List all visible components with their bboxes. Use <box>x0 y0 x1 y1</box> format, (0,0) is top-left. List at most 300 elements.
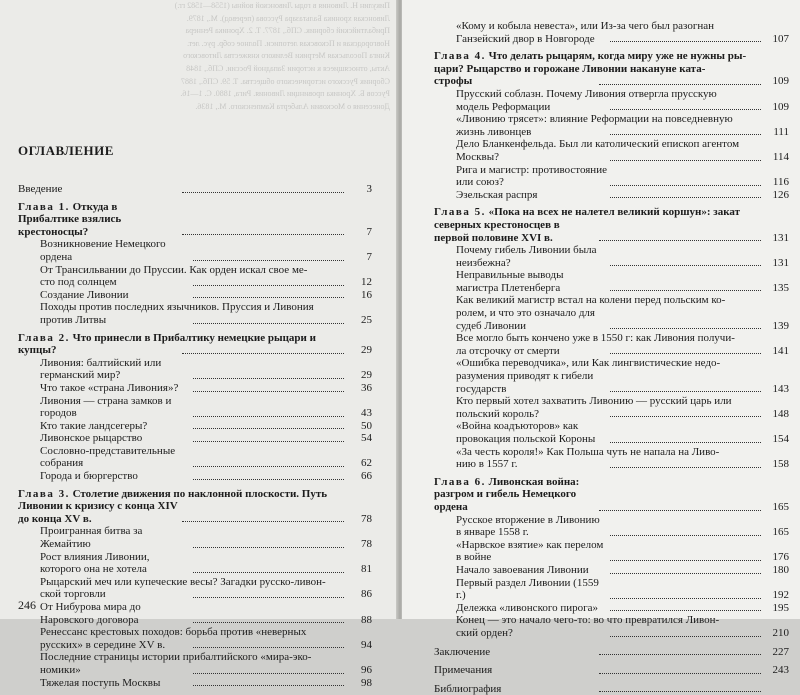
page-ref: 78 <box>361 512 372 525</box>
page-ref: 86 <box>361 588 372 601</box>
toc-line <box>434 50 789 63</box>
toc-line <box>434 514 789 539</box>
toc-title: Ливонское рыцарство <box>40 432 143 445</box>
toc-section <box>434 113 789 138</box>
page-ref: 3 <box>366 183 372 195</box>
toc-line <box>18 357 372 382</box>
dot-leader <box>193 297 344 298</box>
page-ref: 139 <box>772 319 789 332</box>
page-ref: 109 <box>772 75 789 88</box>
toc-line <box>434 164 789 189</box>
toc-title: ский орден? <box>456 626 513 639</box>
toc-line <box>18 432 372 445</box>
dot-leader <box>193 285 344 286</box>
page-ref: 114 <box>772 150 789 163</box>
dot-leader <box>610 467 762 468</box>
right-page <box>402 0 800 695</box>
left-page <box>0 0 398 689</box>
toc-title: разумения приводят к гибели государств <box>456 370 594 395</box>
toc-line <box>434 395 789 408</box>
dot-leader <box>610 391 762 392</box>
toc-line <box>434 138 789 151</box>
toc-line <box>18 314 372 327</box>
toc-title: Возникновение Немецкого ордена <box>40 238 166 263</box>
page-ref: 180 <box>772 563 789 576</box>
page-ref: 243 <box>772 664 789 677</box>
dot-leader <box>193 572 344 573</box>
dot-leader <box>193 323 344 324</box>
toc-section <box>18 301 372 326</box>
page-ref: 227 <box>772 645 789 658</box>
page-number: 246 <box>18 598 36 612</box>
toc-section <box>18 626 372 651</box>
page-ref: 78 <box>361 538 372 551</box>
page-ref: 116 <box>772 176 789 189</box>
page-ref: 29 <box>361 344 372 357</box>
toc-title: ской торговли <box>40 588 106 601</box>
toc-title: Эзельская распря <box>456 188 538 201</box>
toc-line <box>434 20 789 33</box>
toc-line <box>18 201 372 239</box>
page-ref: 54 <box>361 432 372 445</box>
toc-line <box>434 269 789 294</box>
dot-leader <box>193 597 344 598</box>
toc-title <box>18 344 180 357</box>
dot-leader <box>610 636 762 637</box>
toc-title <box>18 201 180 239</box>
toc-line <box>434 646 789 659</box>
toc-title: польский король? <box>456 407 540 420</box>
page-ref: 158 <box>772 458 789 471</box>
dot-leader <box>193 428 344 429</box>
toc-line <box>18 664 372 677</box>
page-ref: 126 <box>772 188 789 201</box>
dot-leader <box>193 260 344 261</box>
bleed-line: Книга Посольская Метрики Великого княжества Литовского <box>183 51 390 61</box>
toc-section <box>434 514 789 539</box>
page-ref: 43 <box>361 407 372 420</box>
page-ref: 131 <box>772 231 789 244</box>
chapter-label: Глава 2. <box>18 331 70 344</box>
dot-leader <box>193 479 344 480</box>
toc-chapter <box>18 332 372 357</box>
toc-section <box>18 677 372 690</box>
toc-section <box>18 470 372 483</box>
toc-section <box>434 189 789 202</box>
page-ref: 50 <box>361 419 372 432</box>
dot-leader <box>610 442 762 443</box>
toc-title: Города и бюргерство <box>40 470 138 483</box>
toc-title: Ливония — страна замков и городов <box>40 394 172 420</box>
toc-title: От Нибурова мира до Наровского договора <box>40 601 141 626</box>
toc-title: Все могло быть кончено уже в 1550 г: как Ливония получи- <box>456 332 735 345</box>
toc-title: Создание Ливонии <box>40 288 129 301</box>
toc-title: Сословно-представительные собрания <box>40 444 176 470</box>
page-ref: 107 <box>772 32 789 45</box>
chapter-label: Глава 6. <box>434 475 486 488</box>
dot-leader <box>193 466 344 467</box>
dot-leader <box>182 234 344 235</box>
toc-line <box>434 75 789 88</box>
toc-title: Примечания <box>434 664 493 677</box>
toc-line <box>18 238 372 263</box>
bleed-through-text <box>160 0 390 138</box>
chapter-title: Ливонии к кризису с конца XIV до конца XV в. <box>18 500 178 525</box>
toc-chapter <box>434 206 789 244</box>
page-ref: 148 <box>772 407 789 420</box>
toc-line <box>18 470 372 483</box>
toc-line <box>434 294 789 307</box>
toc-title: Заключение <box>434 645 491 658</box>
dot-leader <box>610 573 762 574</box>
toc-chapter <box>18 488 372 526</box>
toc-section <box>434 294 789 332</box>
dot-leader <box>599 654 762 655</box>
toc-section <box>18 289 372 302</box>
toc-line <box>434 683 789 695</box>
dot-leader <box>610 134 762 135</box>
toc-title: Что такое «страна Ливония»? <box>40 381 179 394</box>
toc-title: Конец — это начало чего-то: во что превратился Ливон- <box>456 614 720 627</box>
bleed-line: Руссов Б. Хроника провинции Ливония. Рига, 1880. С. 1—16. <box>180 89 390 99</box>
toc-title: русских» в середине XV в. <box>40 638 166 651</box>
chapter-title: Столетие движения по наклонной плоскости. Путь <box>72 487 328 500</box>
toc-line <box>434 370 789 395</box>
toc-section <box>434 269 789 294</box>
dot-leader <box>610 560 762 561</box>
dot-leader <box>193 547 344 548</box>
page-ref: 176 <box>772 551 789 564</box>
dot-leader <box>610 535 762 536</box>
chapter-title: Что делать рыцарям, когда миру уже не нужны ры- <box>488 50 747 63</box>
toc-line <box>434 458 789 471</box>
toc-title: «Кому и кобыла невеста», или Из-за чего был разогнан <box>456 20 714 32</box>
chapter-title: Ливонская война: разгром и гибель Немецкого ордена <box>434 475 580 513</box>
toc-title: Походы против последних язычников. Пруссия и Ливония <box>40 301 314 314</box>
toc-right <box>434 20 789 695</box>
toc-title: Дело Бланкенфельда. Был ли католический епископ агентом <box>456 138 740 151</box>
dot-leader <box>599 673 762 674</box>
toc-title: «Ливонию трясет»: влияние Реформации на повседневную <box>456 113 733 126</box>
toc-title: Русское вторжение в Ливонию в январе 1558 г. <box>456 513 600 539</box>
toc-line <box>434 602 789 615</box>
toc-title: Первый раздел Ливонии (1559 г.) <box>456 576 599 602</box>
bleed-line: Прибалтийский сборник. СПб., 1877. Т. 2. Хроника Реннера <box>185 26 390 36</box>
toc-title: От Трансильвании до Пруссии. Как орден искал свое ме- <box>40 263 308 276</box>
toc-section <box>18 395 372 420</box>
toc-title <box>434 206 763 219</box>
toc-line <box>434 446 789 459</box>
toc-line <box>18 344 372 357</box>
bleed-line: Акты, относящиеся к истории Западной России. СПб., 1848 <box>186 63 390 73</box>
toc-line <box>434 244 789 269</box>
toc-section <box>434 20 789 45</box>
page-ref: 96 <box>361 663 372 676</box>
toc-title: модель Реформации <box>456 100 551 113</box>
page-ref: 135 <box>772 281 789 294</box>
toc-chapter <box>434 50 789 88</box>
toc-line <box>434 33 789 46</box>
bleed-line: Сборник Русского исторического общества. Т. 59. СПб., 1887 <box>181 76 390 86</box>
page-ref: 109 <box>772 100 789 113</box>
toc-line <box>434 664 789 677</box>
bleed-line: Пикулин Н. Ливония в годы Ливонской войны (1558—1582 гг.) <box>174 1 390 10</box>
toc-front-matter <box>18 183 372 196</box>
toc-section <box>434 357 789 395</box>
page-ref: 62 <box>361 457 372 470</box>
toc-line <box>434 408 789 421</box>
toc-title <box>18 488 346 501</box>
toc-title: Ренессанс крестовых походов: борьба против «неверных <box>40 626 307 639</box>
dot-leader <box>610 353 762 354</box>
toc-title: Тяжелая поступь Москвы <box>40 676 161 689</box>
page-ref: 12 <box>361 276 372 289</box>
page-ref: 7 <box>366 250 372 263</box>
dot-leader <box>193 441 344 442</box>
page-ref: 98 <box>361 676 372 689</box>
dot-leader <box>610 598 762 599</box>
page-ref: 143 <box>772 382 789 395</box>
toc-section <box>18 525 372 550</box>
toc-title: Москвы? <box>456 150 499 163</box>
toc-front-matter <box>434 683 789 695</box>
page-ref: 36 <box>361 381 372 394</box>
dot-leader <box>193 685 344 686</box>
chapter-title: Откуда в Прибалтике взялись крестоносцы? <box>18 200 122 238</box>
toc-title: Введение <box>18 183 63 195</box>
toc-section <box>18 264 372 289</box>
dot-leader <box>599 84 762 85</box>
dot-leader <box>610 416 762 417</box>
toc-heading: ОГЛАВЛЕНИЕ <box>18 143 114 158</box>
toc-section <box>434 602 789 615</box>
dot-leader <box>610 290 762 291</box>
page-ref: 7 <box>366 225 372 238</box>
toc-section <box>434 577 789 602</box>
toc-section <box>434 420 789 445</box>
toc-section <box>18 420 372 433</box>
bleed-line: Ливонская хроника Бальтазара Руссова (перевод). М., 1879. <box>186 13 390 23</box>
toc-title: Ливония: балтийский или германский мир? <box>40 356 162 382</box>
dot-leader <box>193 673 344 674</box>
dot-leader <box>193 391 344 392</box>
toc-line <box>434 113 789 126</box>
dot-leader <box>610 41 762 42</box>
dot-leader <box>182 192 344 193</box>
dot-leader <box>182 521 344 522</box>
dot-leader <box>610 265 762 266</box>
page-ref: 66 <box>361 470 372 483</box>
dot-leader <box>599 240 762 241</box>
page-ref: 141 <box>772 344 789 357</box>
chapter-label: Глава 4. <box>434 50 486 63</box>
toc-section <box>18 601 372 626</box>
toc-title: Библиография <box>434 682 502 695</box>
toc-title: «Война коадъюторов» как провокация польской Короны <box>456 420 596 445</box>
toc-line <box>434 151 789 164</box>
toc-section <box>434 395 789 420</box>
dot-leader <box>610 109 762 110</box>
toc-line <box>434 627 789 640</box>
toc-line <box>434 189 789 202</box>
toc-front-matter <box>434 664 789 677</box>
toc-title: Рига и магистр: противостояние или союз? <box>456 163 607 189</box>
toc-title: ла отсрочку от смерти <box>456 344 560 357</box>
dot-leader <box>610 185 762 186</box>
toc-line <box>434 345 789 358</box>
page-ref: 25 <box>361 313 372 326</box>
page-ref: 192 <box>772 589 789 602</box>
page-ref: 88 <box>361 613 372 626</box>
toc-title: Неправильные выводы магистра Плетенберга <box>456 269 564 294</box>
toc-line <box>18 576 372 589</box>
toc-title <box>434 476 597 514</box>
toc-title: Последние страницы истории прибалтийского «мира-эко- <box>40 651 312 664</box>
chapter-label: Глава 5. <box>434 206 486 219</box>
dot-leader <box>599 691 762 692</box>
chapter-title: строфы <box>434 75 473 88</box>
toc-title: Почему гибель Ливонии была неизбежна? <box>456 244 597 269</box>
toc-line <box>18 264 372 277</box>
toc-title: Начало завоевания Ливонии <box>456 563 589 576</box>
dot-leader <box>193 622 344 623</box>
chapter-title: Что принесли в Прибалтику немецкие рыцари и <box>72 331 316 344</box>
toc-line <box>18 183 372 196</box>
toc-title <box>434 63 763 76</box>
toc-title: жизнь ливонцев <box>456 125 532 138</box>
toc-left <box>18 183 372 689</box>
toc-section <box>434 614 789 639</box>
toc-title: Кто первый хотел захватить Ливонию — русский царь или <box>456 395 732 408</box>
dot-leader <box>610 160 762 161</box>
toc-title <box>434 50 763 63</box>
dot-leader <box>193 416 344 417</box>
bleed-line: Донесения о Московии Альберта Кампенского. М., 1836. <box>195 101 390 111</box>
toc-line <box>18 332 372 345</box>
toc-title: Прусский соблазн. Почему Ливония отвергла прусскую <box>456 87 717 100</box>
page-ref: 111 <box>773 125 789 138</box>
page-ref: 29 <box>361 369 372 382</box>
toc-title: против Литвы <box>40 313 107 326</box>
toc-line <box>18 289 372 302</box>
toc-line <box>18 551 372 576</box>
toc-title <box>18 500 180 525</box>
toc-title: Кто такие ландсегеры? <box>40 419 148 432</box>
toc-line <box>434 126 789 139</box>
toc-section <box>18 357 372 382</box>
toc-line <box>18 601 372 626</box>
toc-line <box>434 332 789 345</box>
page-ref: 94 <box>361 638 372 651</box>
toc-line <box>434 307 789 332</box>
toc-front-matter <box>434 646 789 659</box>
page-ref: 131 <box>772 256 789 269</box>
toc-line <box>434 539 789 564</box>
toc-title: сто под солнцем <box>40 276 117 289</box>
toc-line <box>18 639 372 652</box>
dot-leader <box>610 197 762 198</box>
toc-section <box>434 88 789 113</box>
toc-line <box>434 219 789 244</box>
toc-line <box>434 564 789 577</box>
page-ref: 81 <box>361 563 372 576</box>
chapter-label: Глава 1. <box>18 200 70 213</box>
page-ref: 165 <box>772 526 789 539</box>
toc-title: «Нарвское взятие» как перелом в войне <box>456 538 604 564</box>
toc-section <box>18 576 372 601</box>
toc-line <box>434 614 789 627</box>
toc-line <box>434 420 789 445</box>
toc-section <box>434 244 789 269</box>
toc-title: номики» <box>40 663 81 676</box>
toc-title: Проигранная битва за Жемайтию <box>40 525 143 551</box>
toc-section <box>434 446 789 471</box>
toc-line <box>18 626 372 639</box>
toc-title: Рыцарский меч или купеческие весы? Загадки русско-ливон- <box>40 575 326 588</box>
toc-title: Дележка «ливонского пирога» <box>456 601 599 614</box>
toc-section <box>434 164 789 189</box>
toc-line <box>434 63 789 76</box>
toc-title: Как великий магистр встал на колени перед польским ко- <box>456 294 726 307</box>
toc-title: нию в 1557 г. <box>456 458 518 471</box>
toc-line <box>18 445 372 470</box>
toc-line <box>434 476 789 514</box>
chapter-label: Глава 3. <box>18 487 70 500</box>
chapter-title: купцы? <box>18 344 57 357</box>
toc-line <box>18 301 372 314</box>
toc-line <box>18 651 372 664</box>
toc-title: Рост влияния Ливонии, которого она не хотела <box>40 550 150 576</box>
page-ref: 165 <box>772 500 789 513</box>
chapter-title: цари? Рыцарство и горожане Ливонии накануне ката- <box>434 62 706 75</box>
toc-section <box>18 432 372 445</box>
toc-line <box>434 357 789 370</box>
toc-line <box>18 420 372 433</box>
toc-section <box>18 445 372 470</box>
toc-chapter <box>18 201 372 239</box>
dot-leader <box>193 647 344 648</box>
toc-line <box>434 101 789 114</box>
toc-title <box>434 219 597 244</box>
toc-line <box>434 88 789 101</box>
toc-section <box>434 332 789 357</box>
chapter-title: северных крестоносцев в первой половине XVI в. <box>434 218 560 244</box>
toc-title: Ганзейский двор в Новгороде <box>456 32 595 45</box>
toc-section <box>18 382 372 395</box>
toc-section <box>18 238 372 263</box>
toc-line <box>18 588 372 601</box>
toc-line <box>18 382 372 395</box>
page-ref: 154 <box>772 433 789 445</box>
dot-leader <box>193 378 344 379</box>
page-ref: 16 <box>361 288 372 301</box>
toc-line <box>18 500 372 525</box>
dot-leader <box>599 510 762 511</box>
toc-section <box>18 551 372 576</box>
toc-title <box>434 75 597 88</box>
chapter-title: «Пока на всех не налетел великий коршун»: закат <box>488 206 741 219</box>
toc-title: ролем, и что это означало для судеб Ливонии <box>456 307 595 332</box>
dot-leader <box>610 610 762 611</box>
page-ref: 210 <box>772 626 789 639</box>
toc-line <box>434 206 789 219</box>
toc-line <box>18 395 372 420</box>
toc-line <box>18 525 372 550</box>
toc-chapter <box>434 476 789 514</box>
toc-line <box>18 276 372 289</box>
page-ref: 195 <box>772 601 789 614</box>
toc-line <box>18 677 372 690</box>
